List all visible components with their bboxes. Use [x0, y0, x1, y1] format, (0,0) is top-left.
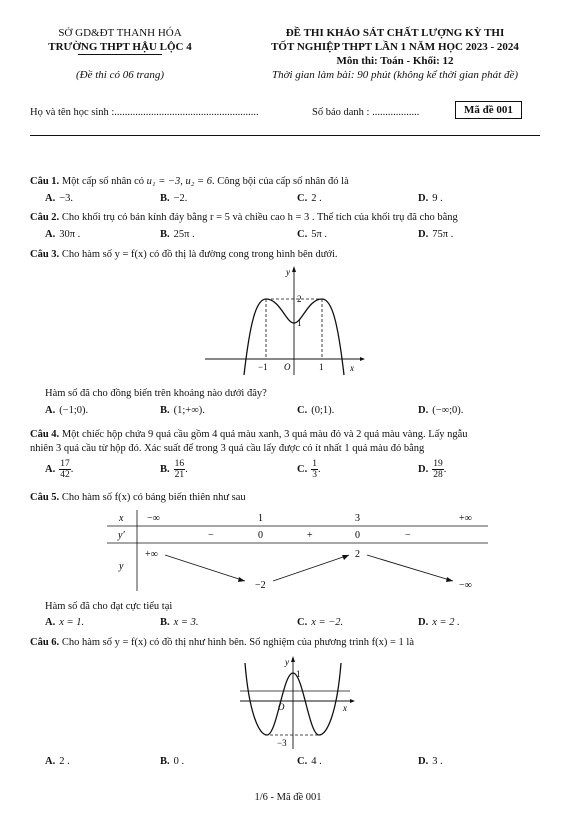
q3-x-tick-neg1: −1 — [258, 362, 268, 372]
q3-stem — [30, 248, 338, 262]
q1-option-b-label: B. — [160, 193, 170, 204]
q2-option-c — [297, 229, 327, 240]
q2-option-b — [160, 229, 195, 240]
q6-option-a-label: A. — [45, 756, 56, 767]
q6-label: Câu 6. — [30, 637, 60, 648]
q2-option-c-label: C. — [297, 229, 308, 240]
q5-option-b-label: B. — [160, 617, 170, 628]
q4-option-d-num: 19 — [433, 459, 443, 469]
q5-label: Câu 5. — [30, 492, 60, 503]
subject: Môn thi: Toán - Khối: 12 — [336, 55, 454, 67]
q5-option-d-value: x = 2 . — [432, 617, 460, 628]
q3-text: Cho hàm số y = f(x) có đồ thị là đường cong trong hình bên dưới. — [59, 249, 338, 260]
q5-arrow-down-1 — [165, 555, 245, 581]
q5-x-val-3: 3 — [355, 513, 360, 524]
student-name-field: Họ và tên học sinh :....................................................... — [30, 107, 259, 118]
q2-label: Câu 2. — [30, 212, 60, 223]
q1-label: Câu 1. — [30, 176, 60, 187]
q6-option-c-value: 4 . — [311, 756, 322, 767]
q3-option-c-value: (0;1). — [311, 405, 335, 416]
q4-text-1: Một chiếc hộp chứa 9 quả cầu gồm 4 quả màu xanh, 3 quả màu đỏ và 2 quả màu vàng. Lấy ngẫu — [59, 429, 468, 440]
q6-graph — [235, 653, 355, 751]
q3-option-b-value: (1;+∞). — [173, 405, 205, 416]
q1-math: u₁ = −3, u₂ = 6 — [146, 176, 212, 187]
q5-option-a — [45, 617, 84, 628]
q4-option-c: C. $\frac{1}{3}$ . — [297, 459, 321, 480]
q5-option-c — [297, 617, 343, 628]
q3-origin-label: O — [284, 362, 291, 372]
q1-option-c-value: 2 . — [311, 193, 322, 204]
q3-option-b-label: B. — [160, 405, 170, 416]
q6-text: Cho hàm số y = f(x) có đồ thị như hình bên. Số nghiệm của phương trình f(x) = 1 là — [59, 637, 414, 648]
exam-title-1: ĐỀ THI KHẢO SÁT CHẤT LƯỢNG KỲ THI — [285, 27, 505, 39]
q5-arrowhead-3 — [446, 577, 453, 582]
q1-option-d-label: D. — [418, 193, 429, 204]
q1-option-a — [45, 193, 73, 204]
q4-option-b: B. $\frac{16}{21}$ . — [160, 459, 188, 480]
q1-option-a-value: −3. — [59, 193, 74, 204]
q6-y-arrow — [291, 656, 295, 662]
q3-option-d-value: (−∞;0). — [432, 405, 464, 416]
q1-text-b: . Công bội của cấp số nhân đó là — [211, 176, 349, 187]
q3-option-c-label: C. — [297, 405, 308, 416]
q4-option-d: D. $\frac{19}{28}$ . — [418, 459, 447, 480]
q3-y-tick-2: 2 — [297, 294, 302, 304]
q5-sign-3: + — [307, 530, 313, 541]
q5-sign-2: 0 — [258, 530, 263, 541]
q5-option-b-value: x = 3. — [173, 617, 199, 628]
q2-option-d-label: D. — [418, 229, 429, 240]
q1-option-c — [297, 193, 322, 204]
q3-x-label: x — [350, 363, 354, 373]
q1-option-d-value: 9 . — [432, 193, 443, 204]
exam-code-box: Mã đề 001 — [455, 101, 522, 119]
q1-option-a-label: A. — [45, 193, 56, 204]
q4-option-c-num: 1 — [312, 459, 317, 469]
q6-option-a — [45, 756, 70, 767]
page-footer: 1/6 - Mã đề 001 — [254, 792, 322, 803]
q5-yp-label: y′ — [118, 530, 125, 541]
q5-sign-4: 0 — [355, 530, 360, 541]
q5-option-c-label: C. — [297, 617, 308, 628]
q4-option-c-label: C. — [297, 463, 308, 475]
q3-y-arrow — [292, 266, 296, 272]
q2-option-d — [418, 229, 453, 240]
q6-x-arrow — [350, 699, 355, 703]
q5-y-val-4: −∞ — [459, 580, 472, 591]
q3-y-tick-1: 1 — [297, 318, 302, 328]
q4-option-d-label: D. — [418, 463, 429, 475]
q2-option-a-label: A. — [45, 229, 56, 240]
q5-stem — [30, 491, 246, 505]
q5-y-val-1: +∞ — [145, 549, 158, 560]
q6-option-d-label: D. — [418, 756, 429, 767]
q3-option-a-label: A. — [45, 405, 56, 416]
q2-option-a — [45, 229, 80, 240]
q5-text: Cho hàm số f(x) có bảng biến thiên như sau — [59, 492, 246, 503]
q5-x-label: x — [119, 513, 124, 524]
q3-option-d — [418, 405, 463, 416]
q6-y-tick-1: 1 — [296, 669, 301, 679]
q5-sign-1: − — [208, 530, 214, 541]
q3-option-a — [45, 405, 88, 416]
q5-question: Hàm số đã cho đạt cực tiểu tại — [45, 601, 173, 612]
q4-option-a-label: A. — [45, 463, 56, 475]
q5-variation-table — [105, 507, 490, 593]
q4-label: Câu 4. — [30, 429, 60, 440]
q3-option-d-label: D. — [418, 405, 429, 416]
q5-option-a-label: A. — [45, 617, 56, 628]
q6-option-c-label: C. — [297, 756, 308, 767]
exam-title-2: TỐT NGHIỆP THPT LẦN 1 NĂM HỌC 2023 - 2024 — [271, 41, 519, 53]
q4-option-c-den: 3 — [312, 470, 317, 480]
q6-stem — [30, 636, 414, 650]
q5-arrow-up — [273, 555, 349, 581]
school-underline — [78, 54, 162, 55]
school-name: TRƯỜNG THPT HẬU LỘC 4 — [48, 41, 192, 53]
q1-text-a: Một cấp số nhân có — [59, 176, 147, 187]
q3-option-c — [297, 405, 334, 416]
q4-option-d-den: 28 — [433, 470, 443, 480]
q2-option-b-label: B. — [160, 229, 170, 240]
id-number-field: Số báo danh : .................. — [312, 107, 420, 118]
q5-option-b — [160, 617, 199, 628]
q2-option-c-value: 5π . — [311, 229, 328, 240]
q5-sign-5: − — [405, 530, 411, 541]
q5-arrow-down-2 — [367, 555, 453, 581]
q3-label: Câu 3. — [30, 249, 60, 260]
q2-stem — [30, 211, 458, 225]
q6-option-a-value: 2 . — [59, 756, 70, 767]
q4-option-b-fraction — [174, 459, 186, 480]
q5-option-c-value: x = −2. — [311, 617, 344, 628]
q4-option-a-den: 42 — [60, 470, 70, 480]
q5-option-d — [418, 617, 460, 628]
q2-option-a-value: 30π . — [59, 229, 81, 240]
q6-option-b — [160, 756, 184, 767]
q4-option-b-den: 21 — [174, 470, 185, 480]
q5-arrowhead-2 — [342, 555, 349, 560]
q5-y-label: y — [119, 561, 124, 572]
q5-y-val-2: −2 — [255, 580, 266, 591]
q2-option-d-value: 75π . — [432, 229, 454, 240]
pages-note: (Đề thi có 06 trang) — [76, 69, 164, 81]
q3-x-arrow — [360, 357, 365, 361]
q4-option-d-fraction — [432, 459, 444, 480]
q5-x-val-2: 1 — [258, 513, 263, 524]
q4-option-b-num: 16 — [174, 459, 185, 469]
q3-y-label: y — [286, 267, 290, 277]
q3-question: Hàm số đã cho đồng biến trên khoảng nào dưới đây? — [45, 388, 267, 399]
q4-stem-2: nhiên 3 quả cầu từ hộp đó. Xác suất để trong 3 quả cầu lấy được có ít nhất 1 quả màu đỏ bằng — [30, 443, 425, 454]
q5-option-d-label: D. — [418, 617, 429, 628]
q5-option-a-value: x = 1. — [59, 617, 85, 628]
q6-option-d — [418, 756, 443, 767]
q5-x-val-1: −∞ — [147, 513, 160, 524]
q6-option-d-value: 3 . — [432, 756, 443, 767]
header-divider — [30, 135, 540, 136]
dept-name: SỞ GD&ĐT THANH HÓA — [58, 27, 182, 39]
q4-option-c-fraction — [311, 459, 318, 480]
q6-option-c — [297, 756, 322, 767]
q3-option-b — [160, 405, 205, 416]
time-note: Thời gian làm bài: 90 phút (không kể thời gian phát đề) — [271, 69, 519, 81]
q6-option-b-value: 0 . — [173, 756, 185, 767]
q6-origin-label: O — [278, 702, 285, 712]
q5-x-val-4: +∞ — [459, 513, 472, 524]
q1-stem — [30, 175, 349, 189]
q6-x-label: x — [343, 703, 347, 713]
q3-option-a-value: (−1;0). — [59, 405, 89, 416]
q1-option-b-value: −2. — [173, 193, 188, 204]
q4-option-a-fraction — [59, 459, 71, 480]
q5-y-val-3: 2 — [355, 549, 360, 560]
q1-option-c-label: C. — [297, 193, 308, 204]
q5-arrowhead-1 — [238, 577, 245, 582]
q1-option-b — [160, 193, 187, 204]
q4-option-a: A. $\frac{17}{42}$ . — [45, 459, 74, 480]
q3-x-tick-1: 1 — [319, 362, 324, 372]
q2-text: Cho khối trụ có bán kính đáy bằng r = 5 và chiều cao h = 3 . Thể tích của khối trụ đã cho bằng — [59, 212, 458, 223]
q4-option-a-num: 17 — [60, 459, 70, 469]
q1-option-d — [418, 193, 443, 204]
q6-y-tick-neg3: −3 — [277, 738, 287, 748]
q6-y-label: y — [285, 657, 289, 667]
q2-option-b-value: 25π . — [173, 229, 195, 240]
q4-stem-1 — [30, 428, 468, 442]
q6-option-b-label: B. — [160, 756, 170, 767]
q3-graph — [200, 263, 365, 378]
q4-option-b-label: B. — [160, 463, 170, 475]
